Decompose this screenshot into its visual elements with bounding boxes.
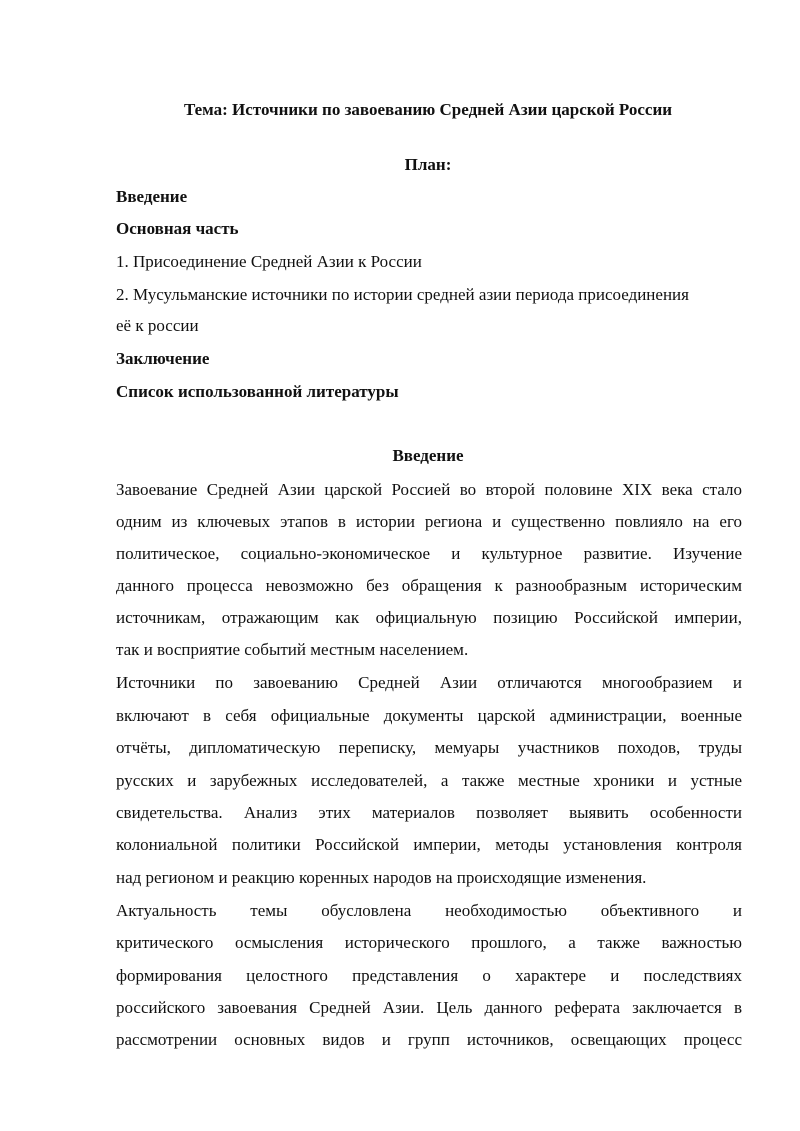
- plan-item-intro: Введение: [116, 187, 188, 206]
- paragraph-line: Источники по завоеванию Средней Азии отличаются многообразием и: [116, 673, 742, 692]
- paragraph-line: Завоевание Средней Азии царской Россией во второй половине XIX века стало: [116, 480, 742, 499]
- plan-item-bibliography: Список использованной литературы: [116, 382, 399, 401]
- paragraph-line: политическое, социально-экономическое и культурное развитие. Изучение: [116, 544, 742, 563]
- paragraph-line: критического осмысления исторического прошлого, а также важностью: [116, 933, 742, 952]
- plan-item-main-part: Основная часть: [116, 219, 239, 238]
- paragraph-line: так и восприятие событий местным населением.: [116, 640, 469, 659]
- paragraph-line: Актуальность темы обусловлена необходимостью объективного и: [116, 901, 742, 920]
- paragraph-line: источникам, отражающим как официальную позицию Российской империи,: [116, 608, 742, 627]
- paragraph-line: свидетельства. Анализ этих материалов позволяет выявить особенности: [116, 803, 742, 822]
- paragraph-line: российского завоевания Средней Азии. Цель данного реферата заключается в: [116, 998, 742, 1017]
- paragraph-line: формирования целостного представления о характере и последствиях: [116, 966, 742, 985]
- paragraph-line: отчёты, дипломатическую переписку, мемуары участников походов, труды: [116, 738, 742, 757]
- topic-title: Тема: Источники по завоеванию Средней Азии царской России: [183, 100, 673, 119]
- paragraph-line: включают в себя официальные документы царской администрации, военные: [116, 706, 742, 725]
- plan-item-2-line-1: 2. Мусульманские источники по истории средней азии периода присоединения: [116, 285, 689, 304]
- plan-item-2-line-2: её к россии: [116, 316, 199, 335]
- plan-item-1: 1. Присоединение Средней Азии к России: [116, 252, 422, 271]
- paragraph-line: русских и зарубежных исследователей, а также местные хроники и устные: [116, 771, 742, 790]
- paragraph-line: данного процесса невозможно без обращения к разнообразным историческим: [116, 576, 742, 595]
- paragraph-line: рассмотрении основных видов и групп источников, освещающих процесс: [116, 1030, 742, 1049]
- plan-item-conclusion: Заключение: [116, 349, 210, 368]
- paragraph-line: одним из ключевых этапов в истории региона и существенно повлияло на его: [116, 512, 742, 531]
- plan-heading: План:: [404, 155, 452, 174]
- paragraph-line: над регионом и реакцию коренных народов на происходящие изменения.: [116, 868, 647, 887]
- intro-heading: Введение: [392, 446, 464, 465]
- paragraph-line: колониальной политики Российской империи, методы установления контроля: [116, 835, 742, 854]
